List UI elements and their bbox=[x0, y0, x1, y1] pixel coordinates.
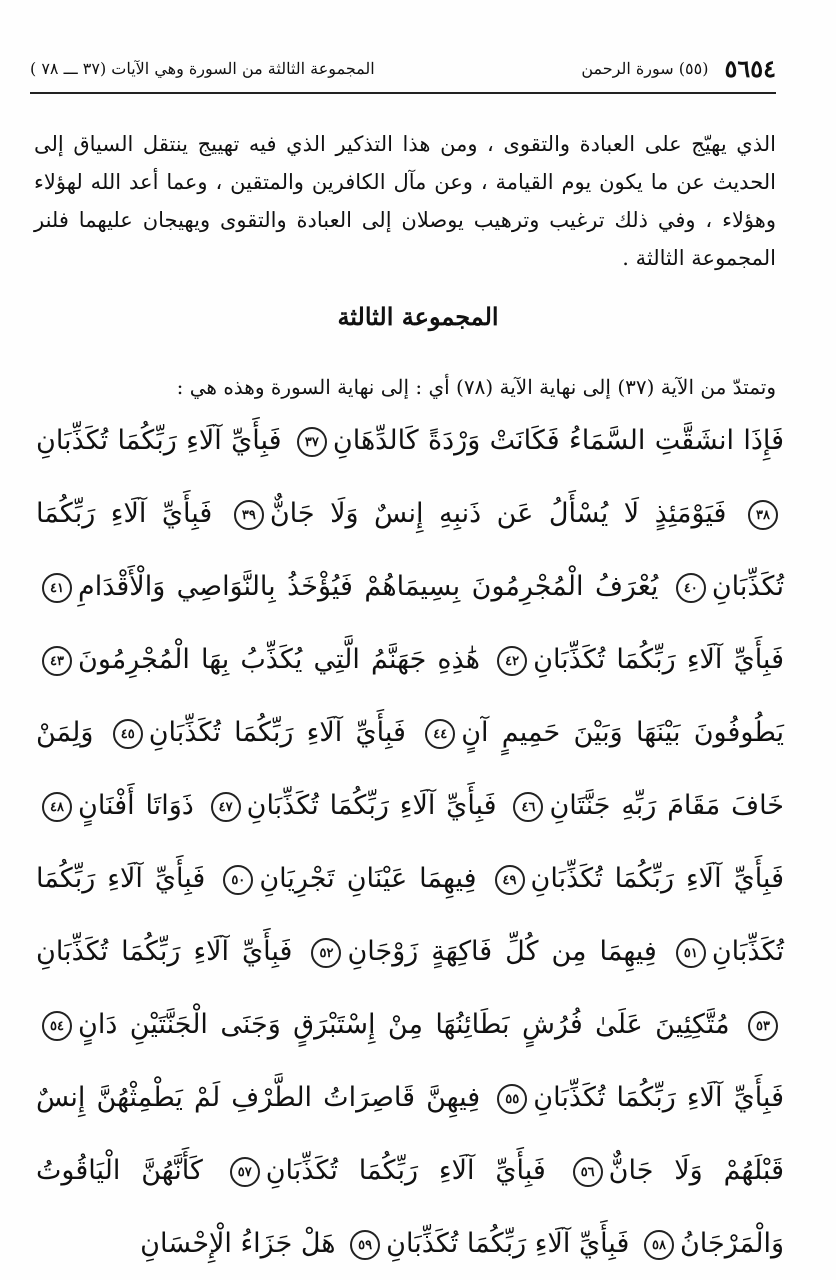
verse bbox=[36, 571, 658, 602]
verse-text: فِيهِنَّ قَاصِرَاتُ الطَّرْفِ لَمْ يَطْمِثْهُنَّ إِنسٌ قَبْلَهُمْ وَلَا جَانٌّ bbox=[36, 1082, 784, 1186]
verse-number-marker: ٥٠ bbox=[223, 865, 253, 895]
verse bbox=[419, 717, 784, 748]
verse-number-marker: ٥٤ bbox=[42, 1011, 72, 1041]
verse-text: فَبِأَيِّ آلَاءِ رَبِّكُمَا تُكَذِّبَانِ bbox=[533, 1082, 784, 1113]
verse bbox=[36, 644, 480, 675]
verse bbox=[305, 936, 656, 967]
verse-text: فَبِأَيِّ آلَاءِ رَبِّكُمَا تُكَذِّبَانِ bbox=[530, 863, 784, 894]
verse-number-marker: ٤٩ bbox=[495, 865, 525, 895]
verse-number-marker: ٥٣ bbox=[748, 1011, 778, 1041]
verse bbox=[217, 863, 476, 894]
verse-number-marker: ٤٨ bbox=[42, 792, 72, 822]
verse-number-marker: ٥٩ bbox=[350, 1230, 380, 1260]
verse bbox=[36, 1009, 730, 1040]
verse-number-marker: ٤٥ bbox=[113, 719, 143, 749]
verse-number-marker: ٤٠ bbox=[676, 573, 706, 603]
verse-number-marker: ٥٥ bbox=[497, 1084, 527, 1114]
verse-text: يُعْرَفُ الْمُجْرِمُونَ بِسِيمَاهُمْ فَيُؤْخَذُ بِالنَّوَاصِي وَالْأَقْدَامِ bbox=[78, 571, 659, 602]
verse bbox=[491, 1082, 784, 1113]
verse-text: فَبِأَيِّ آلَاءِ رَبِّكُمَا تُكَذِّبَانِ bbox=[36, 498, 784, 602]
verse-text: هَلْ جَزَاءُ الْإِحْسَانِ bbox=[140, 1228, 336, 1259]
verse-text: ذَوَاتَا أَفْنَانٍ bbox=[78, 790, 194, 821]
verse bbox=[140, 1228, 335, 1259]
verse-number-marker: ٤١ bbox=[42, 573, 72, 603]
verse-text: فَيَوْمَئِذٍ لَا يُسْأَلُ عَن ذَنبِهِ إِنسٌ وَلَا جَانٌّ bbox=[269, 498, 727, 529]
verse-text: فِيهِمَا عَيْنَانِ تَجْرِيَانِ bbox=[259, 863, 477, 894]
verse-text: فَبِأَيِّ آلَاءِ رَبِّكُمَا تُكَذِّبَانِ bbox=[386, 1228, 630, 1259]
verse bbox=[36, 790, 194, 821]
verse-number-marker: ٣٩ bbox=[234, 500, 264, 530]
running-header bbox=[30, 50, 776, 86]
verse bbox=[344, 1228, 629, 1259]
verse-text: فِيهِمَا مِن كُلِّ فَاكِهَةٍ زَوْجَانِ bbox=[347, 936, 657, 967]
verse-number-marker: ٥٦ bbox=[573, 1157, 603, 1187]
header-right-group bbox=[581, 54, 776, 83]
verse-text: فَبِأَيِّ آلَاءِ رَبِّكُمَا تُكَذِّبَانِ bbox=[246, 790, 497, 821]
verse bbox=[107, 717, 406, 748]
verse-number-marker: ٤٤ bbox=[425, 719, 455, 749]
intro-paragraph: الذي يهيّج على العبادة والتقوى ، ومن هذا التذكير الذي فيه تهييج ينتقل السياق إلى الحديث عن ما يكون يوم القيامة ، وعن مآل الكافرين والمتقين ، وعما أعد الله لهؤلاء وهؤلاء ، وفي ذلك ترغيب وترهيب يوصلان إلى العبادة والتقوى ويهيجان عليهما فلنر المجموعة الثالثة . bbox=[34, 132, 776, 270]
verse-number-marker: ٤٧ bbox=[211, 792, 241, 822]
verse-number-marker: ٥٢ bbox=[311, 938, 341, 968]
verse bbox=[489, 863, 784, 894]
verse-text: فَبِأَيِّ آلَاءِ رَبِّكُمَا تُكَذِّبَانِ bbox=[533, 644, 784, 675]
scope-paragraph: وتمتدّ من الآية (٣٧) إلى نهاية الآية (٧٨) أي : إلى نهاية السورة وهذه هي : bbox=[176, 375, 776, 399]
verse-number-marker: ٤٢ bbox=[497, 646, 527, 676]
verse bbox=[205, 790, 497, 821]
verse-text: كَأَنَّهُنَّ الْيَاقُوتُ وَالْمَرْجَانُ bbox=[36, 1155, 784, 1259]
verse-text: فَبِأَيِّ آلَاءِ رَبِّكُمَا تُكَذِّبَانِ bbox=[36, 425, 282, 456]
quran-verses bbox=[36, 404, 784, 1280]
verse bbox=[224, 1155, 546, 1186]
verse-number-marker: ٥١ bbox=[676, 938, 706, 968]
verse-text: فَبِأَيِّ آلَاءِ رَبِّكُمَا تُكَذِّبَانِ bbox=[265, 1155, 546, 1186]
surah-title: (٥٥) سورة الرحمن bbox=[581, 58, 709, 78]
verse-text: وَلِمَنْ خَافَ مَقَامَ رَبِّهِ جَنَّتَانِ bbox=[36, 717, 784, 821]
verse-text: فَبِأَيِّ آلَاءِ رَبِّكُمَا تُكَذِّبَانِ bbox=[148, 717, 406, 748]
verse-text: يَطُوفُونَ بَيْنَهَا وَبَيْنَ حَمِيمٍ آنٍ bbox=[461, 717, 785, 748]
verse-number-marker: ٣٧ bbox=[297, 427, 327, 457]
verse-number-marker: ٥٧ bbox=[230, 1157, 260, 1187]
verse-text: فَبِأَيِّ آلَاءِ رَبِّكُمَا تُكَذِّبَانِ bbox=[36, 936, 293, 967]
verse-number-marker: ٥٨ bbox=[644, 1230, 674, 1260]
section-title: المجموعة الثالثة bbox=[337, 301, 499, 331]
verse-number-marker: ٤٦ bbox=[513, 792, 543, 822]
verse-number-marker: ٤٣ bbox=[42, 646, 72, 676]
verse-text: فَإِذَا انشَقَّتِ السَّمَاءُ فَكَانَتْ وَرْدَةً كَالدِّهَانِ bbox=[332, 425, 784, 456]
header-rule bbox=[30, 92, 776, 94]
verse bbox=[291, 425, 784, 456]
verse-text: هَٰذِهِ جَهَنَّمُ الَّتِي يُكَذِّبُ بِهَا الْمُجْرِمُونَ bbox=[78, 644, 480, 675]
verse bbox=[228, 498, 727, 529]
verse bbox=[491, 644, 784, 675]
verse-text: فَبِأَيِّ آلَاءِ رَبِّكُمَا تُكَذِّبَانِ bbox=[36, 863, 784, 967]
page-number: ٥٦٥٤ bbox=[724, 53, 776, 83]
verse-number-marker: ٣٨ bbox=[748, 500, 778, 530]
verse-text: مُتَّكِئِينَ عَلَىٰ فُرُشٍ بَطَائِنُهَا مِنْ إِسْتَبْرَقٍ وَجَنَى الْجَنَّتَيْنِ دَانٍ bbox=[78, 1009, 730, 1040]
group-range: المجموعة الثالثة من السورة وهي الآيات (٣٧ ـــ ٧٨ ) bbox=[30, 58, 375, 78]
